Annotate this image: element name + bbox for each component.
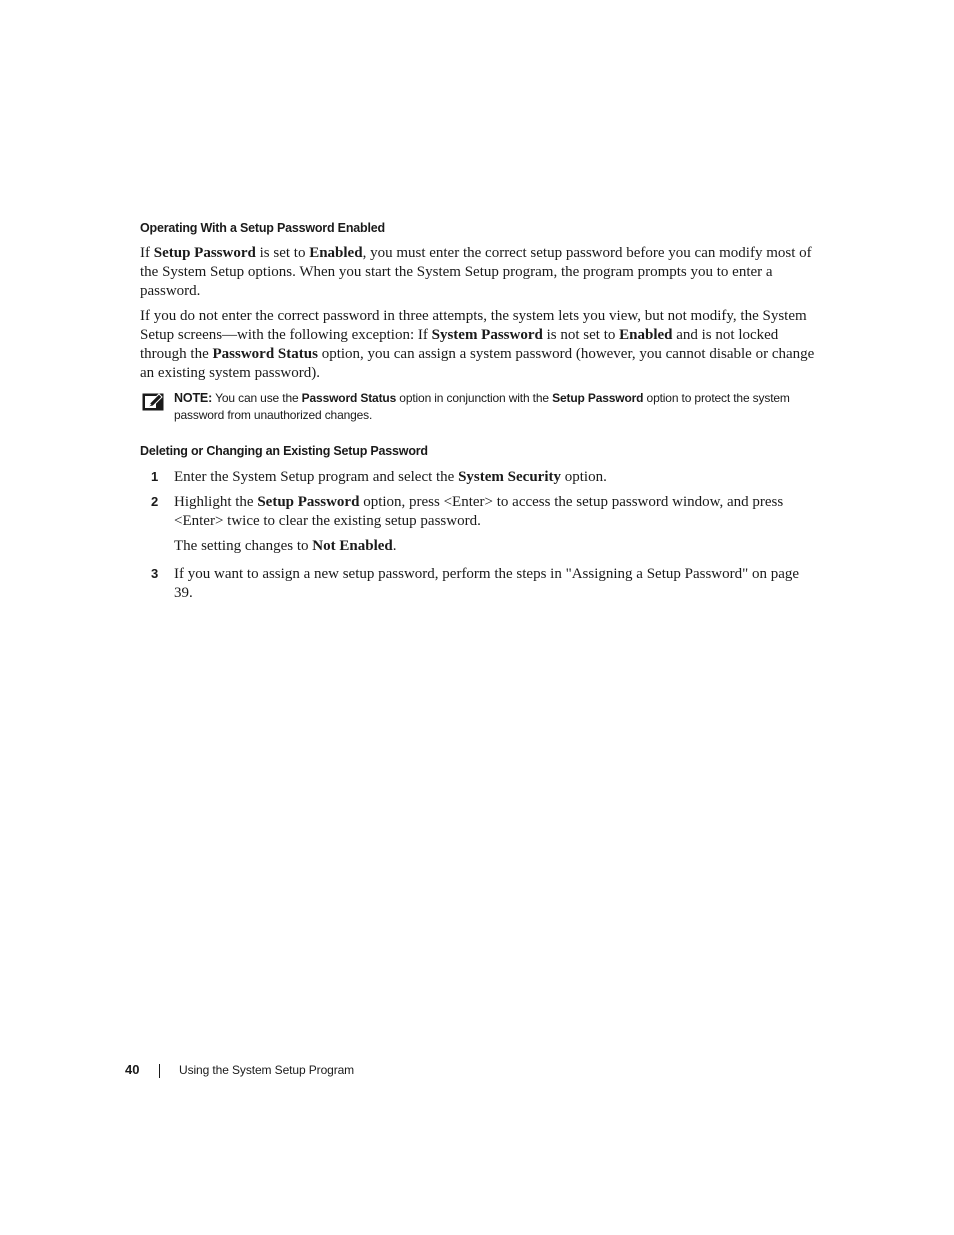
step-text: Highlight the Setup Password option, press <Enter> to access the setup password window, and press <Enter> twice to clear the existing setup password. — [174, 494, 784, 529]
page-number: 40 — [125, 1062, 140, 1077]
note-label: NOTE: — [174, 391, 213, 405]
section-heading-operating: Operating With a Setup Password Enabled — [140, 221, 385, 235]
paragraph-password-attempts: If you do not enter the correct password in three attempts, the system lets you view, but not modify, the System Setup screens—with the following exception: If System Password is not set to Enabled and is not locked through the Password Status option, you can assign a system password (however, you cannot disable or change an existing system password). — [140, 308, 815, 381]
chapter-title: Using the System Setup Program — [179, 1063, 355, 1077]
paragraph-setup-password-enabled: If Setup Password is set to Enabled, you must enter the correct setup password before you can modify most of the System Setup options. When you start the System Setup program, the program prompts you to enter a password. — [140, 245, 812, 299]
step-text: If you want to assign a new setup password, perform the steps in "Assigning a Setup Password" on page 39. — [174, 566, 800, 601]
footer-separator — [159, 1064, 160, 1078]
step-number: 1 — [151, 469, 159, 484]
step-number: 3 — [151, 566, 159, 581]
step-result-text: The setting changes to Not Enabled. — [174, 538, 397, 554]
step-text: Enter the System Setup program and select the System Security option. — [174, 469, 607, 485]
step-number: 2 — [151, 494, 159, 509]
note-pencil-icon — [142, 393, 164, 411]
note-text: NOTE: You can use the Password Status option in conjunction with the Setup Password option to protect the system password from unauthorized changes. — [174, 391, 790, 422]
section-heading-deleting: Deleting or Changing an Existing Setup Password — [140, 444, 428, 458]
